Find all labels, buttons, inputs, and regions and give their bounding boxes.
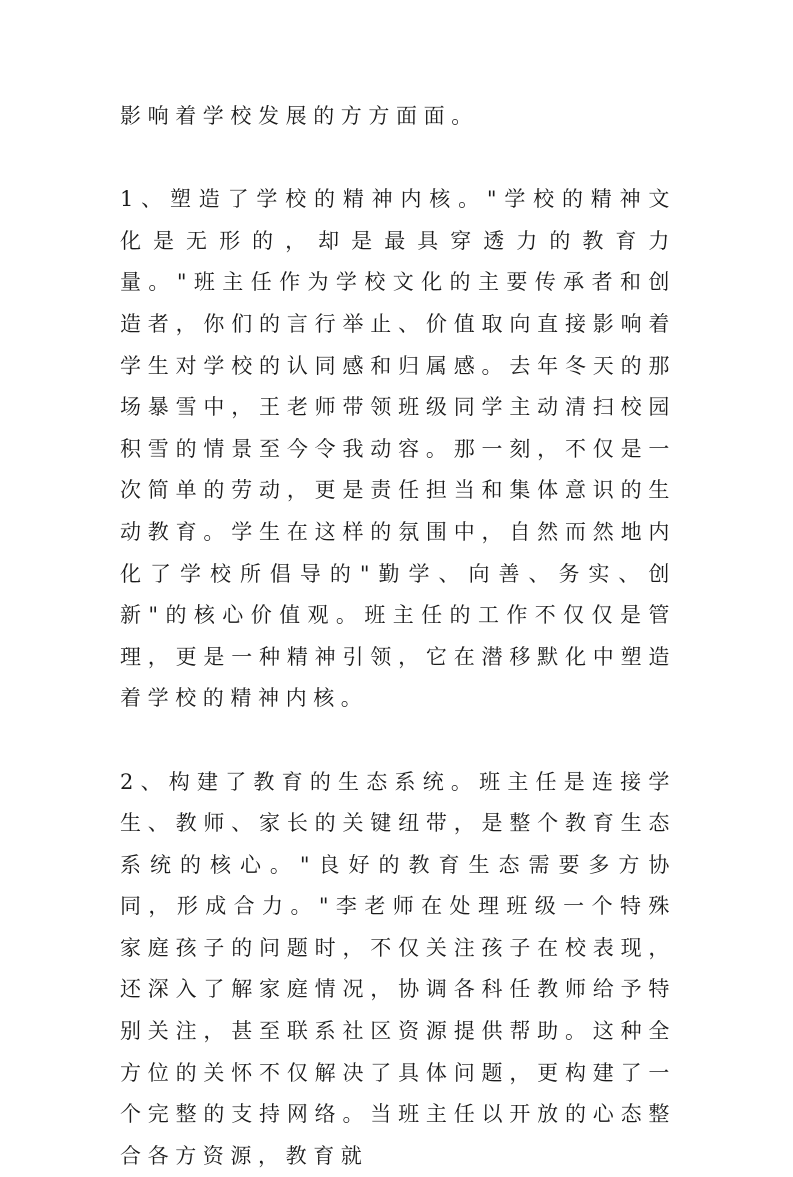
- document-page: [120, 96, 676, 1177]
- paragraph-point-2: 2、构建了教育的生态系统。班主任是连接学生、教师、家长的关键纽带，是整个教育生态系统的核心。"良好的教育生态需要多方协同，形成合力。"李老师在处理班级一个特殊家庭孩子的问题时，不仅关注孩子在校表现，还深入了解家庭情况，协调各科任教师给予特别关注，甚至联系社区资源提供帮助。这种全方位的关怀不仅解决了具体问题，更构建了一个完整的支持网络。当班主任以开放的心态整合各方资源，教育就: [120, 762, 676, 1177]
- paragraph-point-1: 1、塑造了学校的精神内核。"学校的精神文化是无形的，却是最具穿透力的教育力量。"班主任作为学校文化的主要传承者和创造者，你们的言行举止、价值取向直接影响着学生对学校的认同感和归属感。去年冬天的那场暴雪中，王老师带领班级同学主动清扫校园积雪的情景至今令我动容。那一刻，不仅是一次简单的劳动，更是责任担当和集体意识的生动教育。学生在这样的氛围中，自然而然地内化了学校所倡导的"勤学、向善、务实、创新"的核心价值观。班主任的工作不仅仅是管理，更是一种精神引领，它在潜移默化中塑造着学校的精神内核。: [120, 179, 676, 720]
- paragraph-intro-continuation: 影响着学校发展的方方面面。: [120, 96, 676, 138]
- paragraph-spacer: [120, 720, 676, 762]
- paragraph-spacer: [120, 138, 676, 180]
